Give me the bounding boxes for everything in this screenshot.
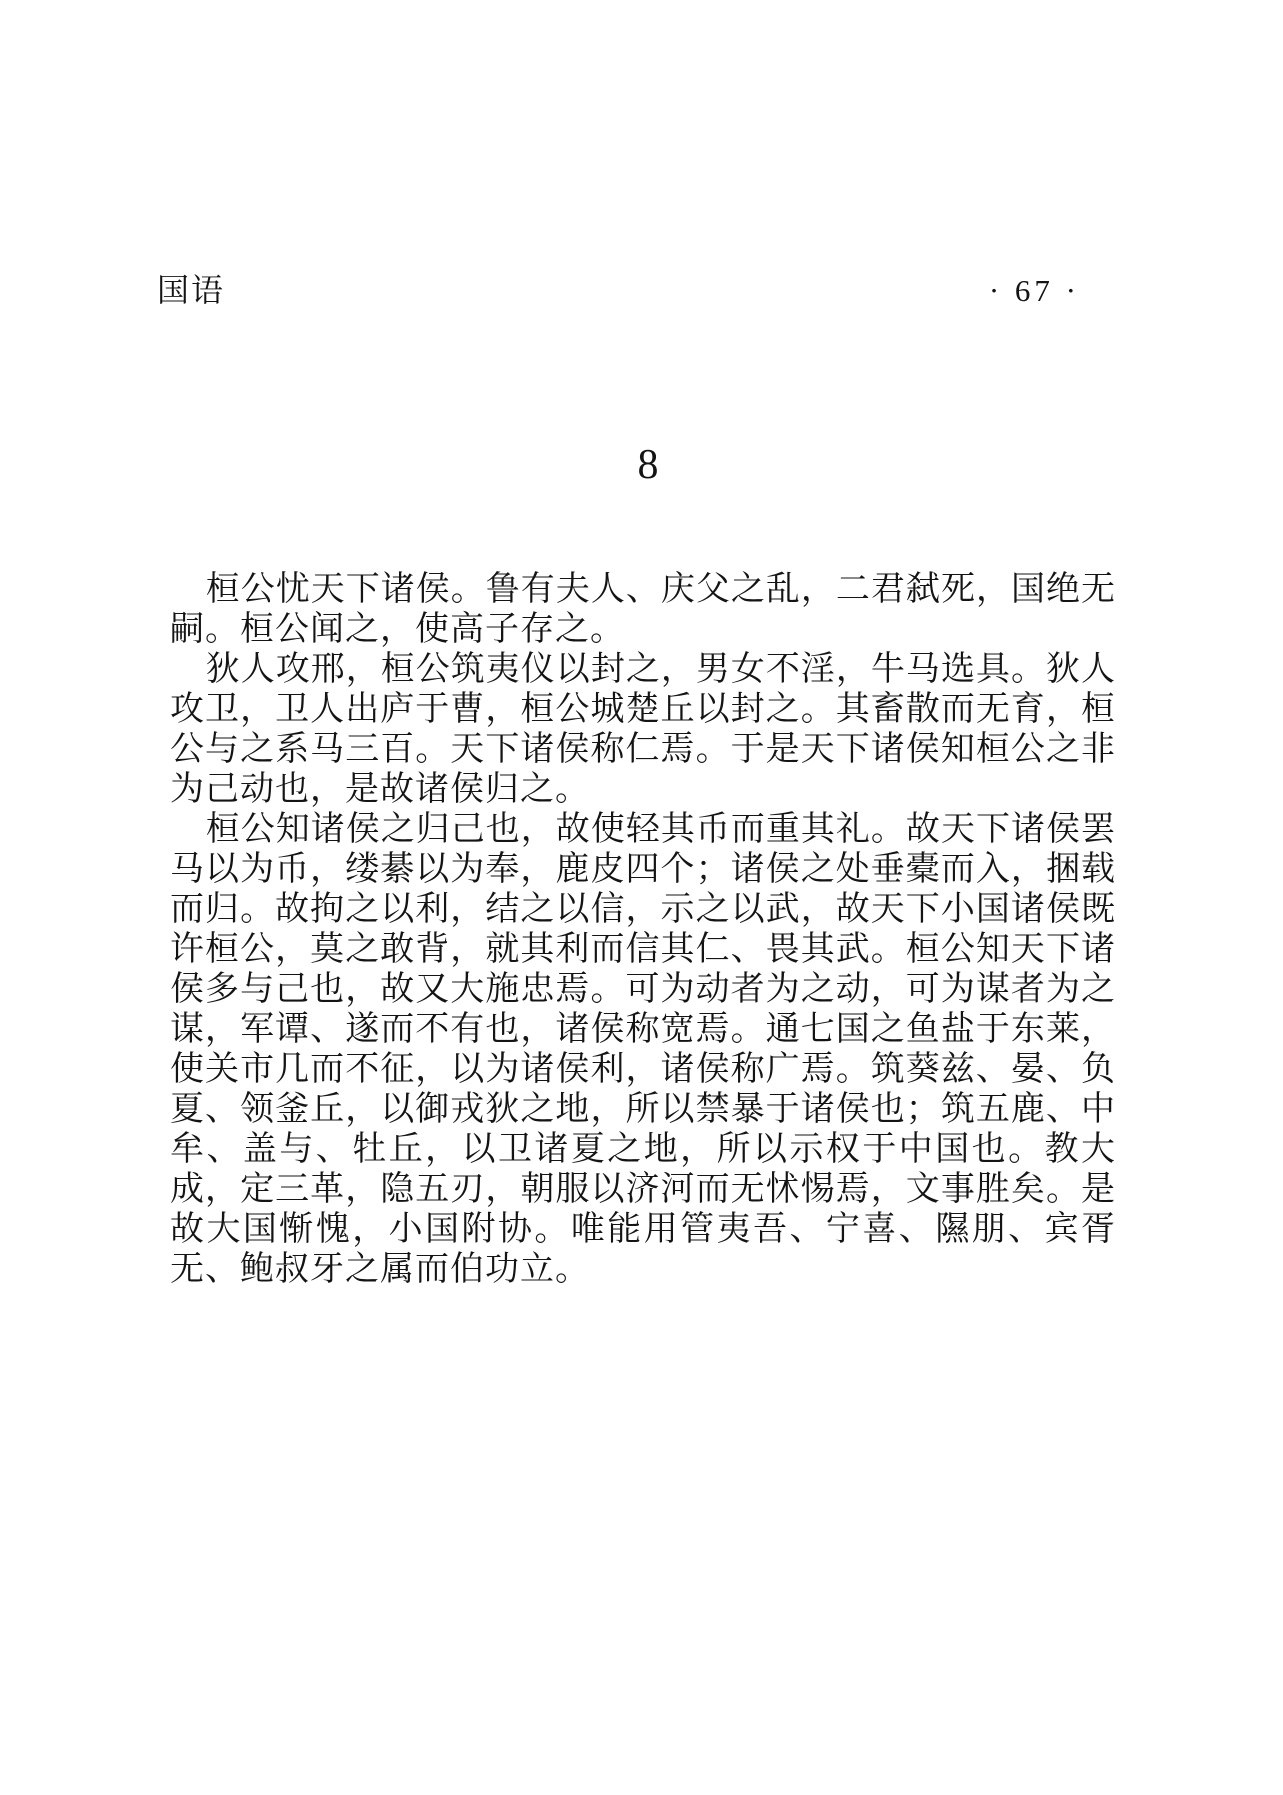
paragraph: 桓公知诸侯之归己也，故使轻其币而重其礼。故天下诸侯罢马以为币，缕綦以为奉，鹿皮四个；诸侯之处垂橐而入，捆载而归。故拘之以利，结之以信，示之以武，故天下小国诸侯既许桓公，莫之敢背，就其利而信其仁、畏其武。桓公知天下诸侯多与己也，故又大施忠焉。可为动者为之动，可为谋者为之谋，军谭、遂而不有也，诸侯称宽焉。通七国之鱼盐于东莱，使关市几而不征，以为诸侯利，诸侯称广焉。筑葵兹、晏、负夏、领釜丘，以御戎狄之地，所以禁暴于诸侯也；筑五鹿、中牟、盖与、牡丘，以卫诸夏之地，所以示权于中国也。教大成，定三革，隐五刃，朝服以济河而无怵惕焉，文事胜矣。是故大国惭愧，小国附协。唯能用管夷吾、宁喜、隰朋、宾胥无、鲍叔牙之属而伯功立。 [170,811,1116,1288]
body-text [170,570,1116,1290]
page-number: · 67 · [988,273,1080,308]
paragraph: 桓公忧天下诸侯。鲁有夫人、庆父之乱，二君弑死，国绝无嗣。桓公闻之，使高子存之。 [170,571,1116,648]
section-number: 8 [637,442,659,488]
book-title: 国语 [157,272,226,308]
paragraph: 狄人攻邢，桓公筑夷仪以封之，男女不淫，牛马选具。狄人攻卫，卫人出庐于曹，桓公城楚丘以封之。其畜散而无育，桓公与之系马三百。天下诸侯称仁焉。于是天下诸侯知桓公之非为己动也，是故诸侯归之。 [170,651,1116,808]
running-header [157,272,1080,309]
